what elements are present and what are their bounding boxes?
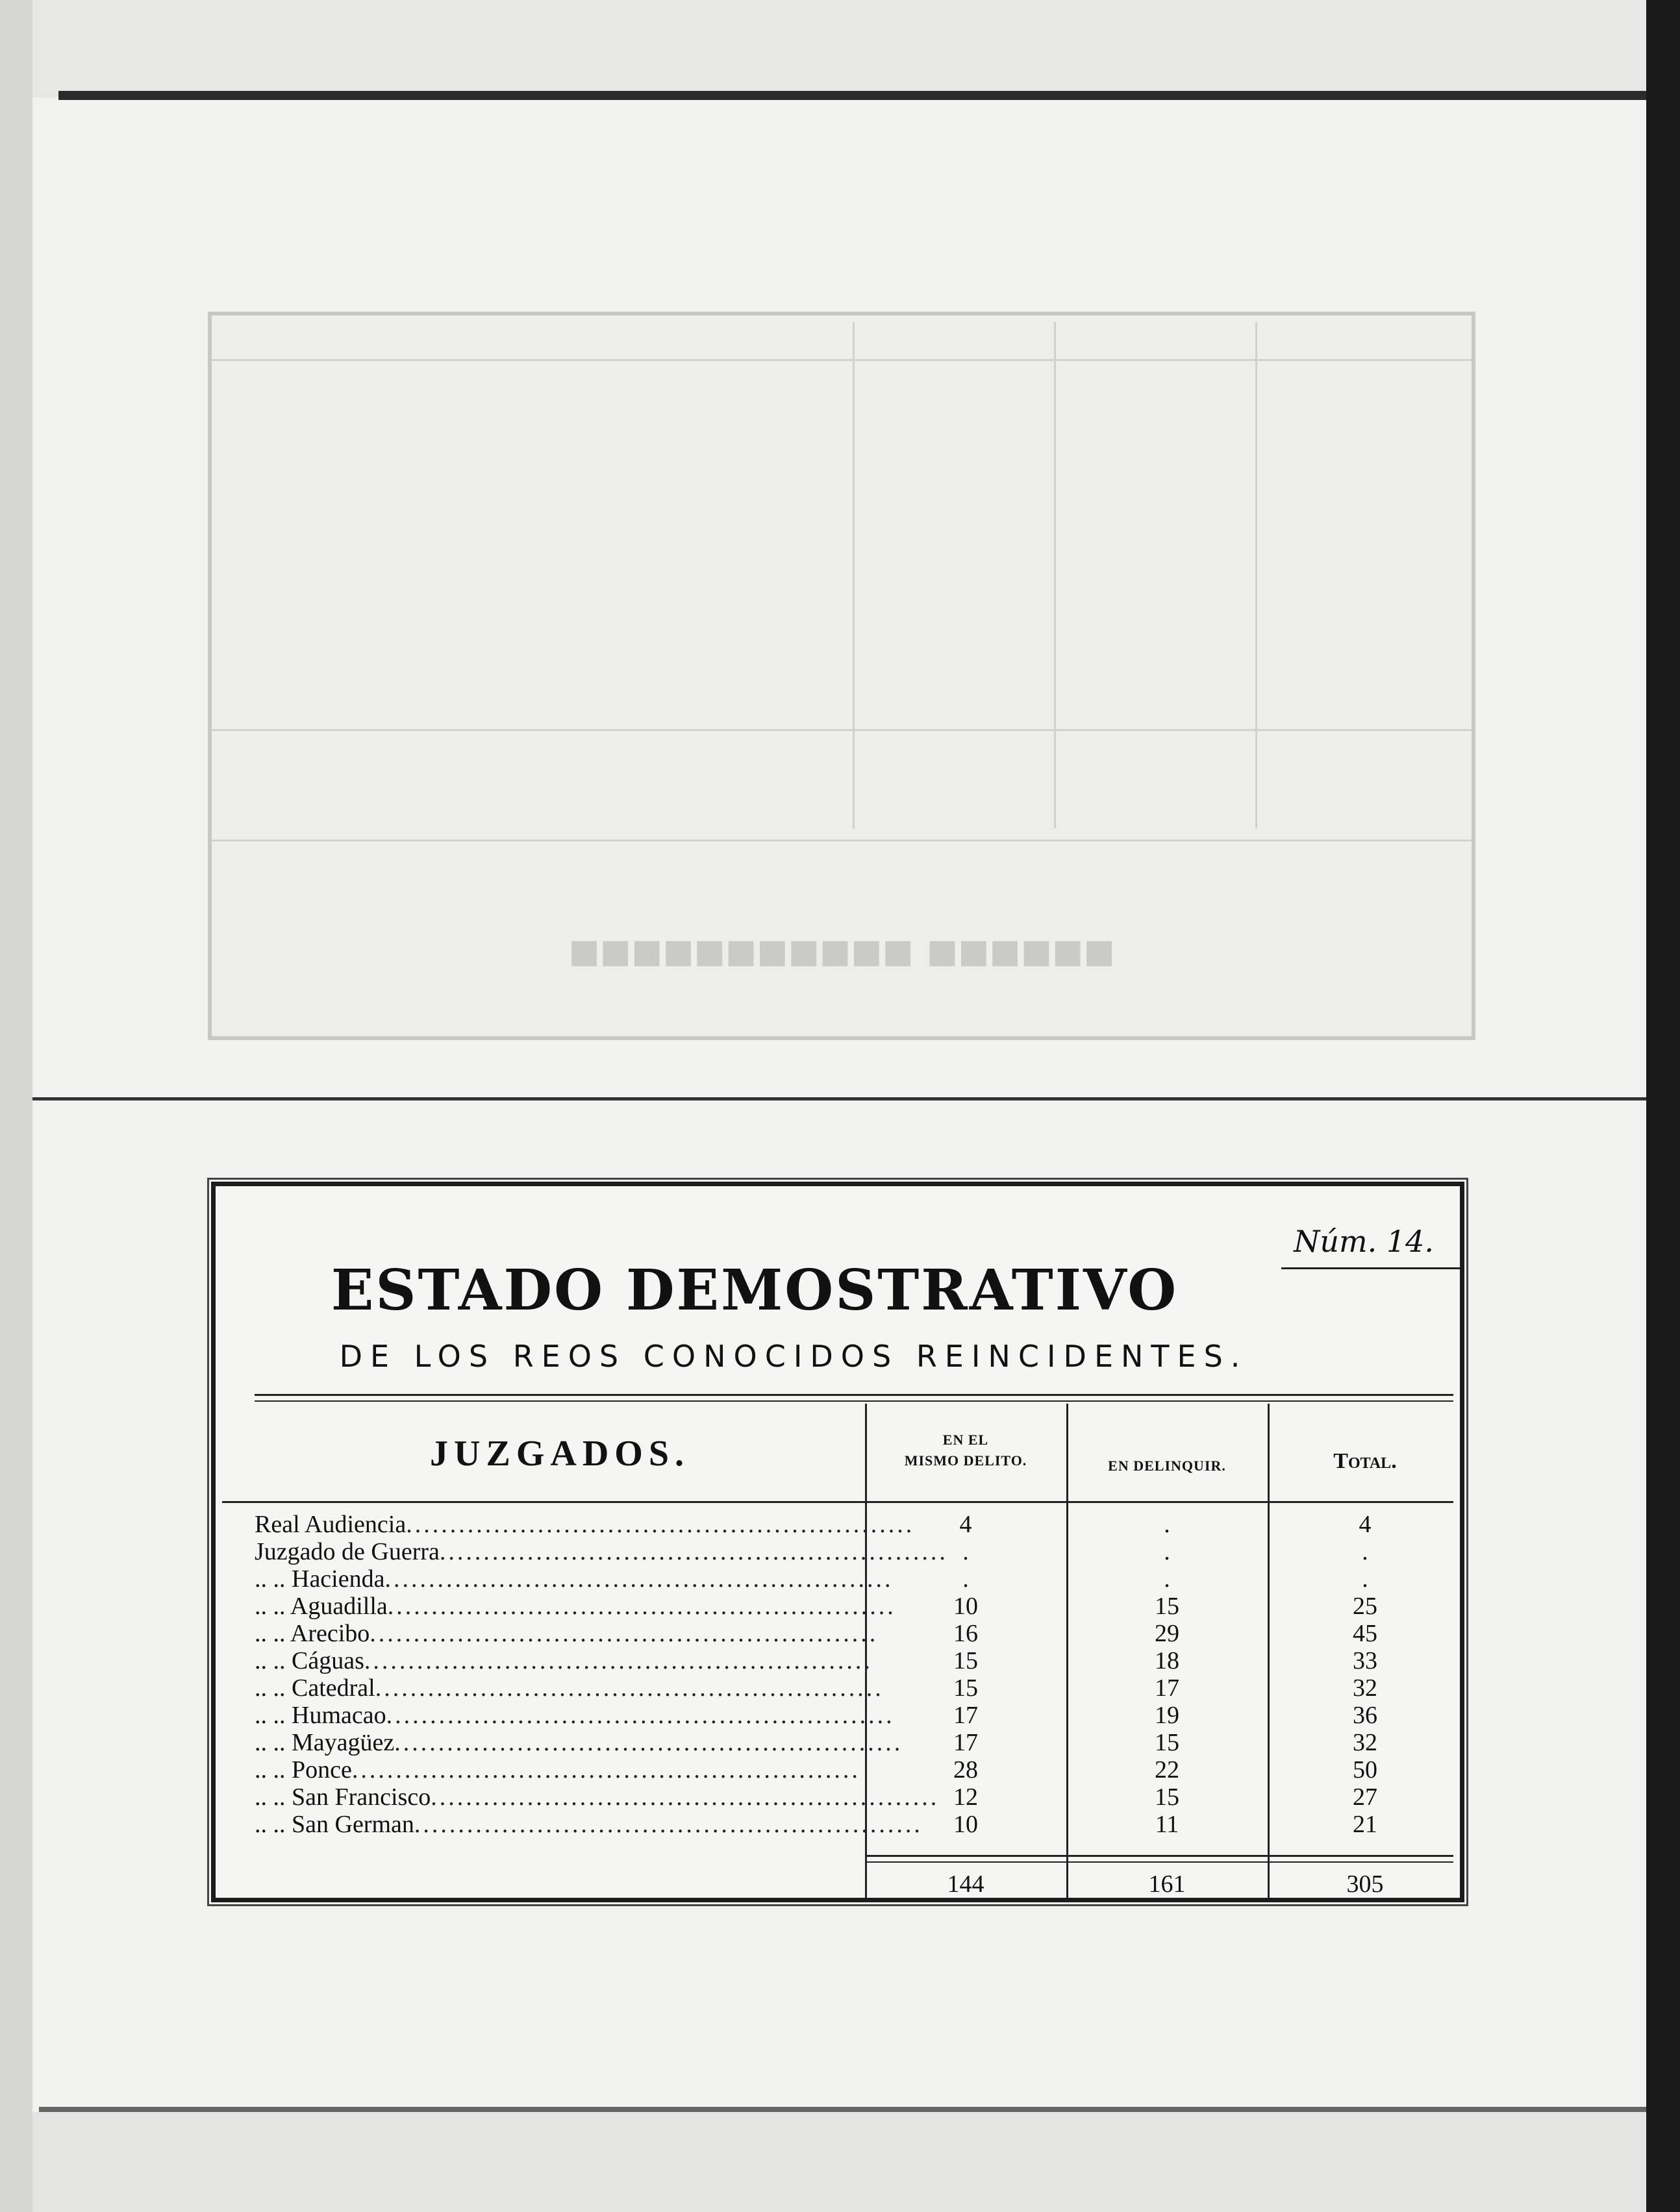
court-name: Arecibo [290,1620,370,1647]
header-rule-top [255,1394,1453,1396]
cell-en-delinquir: . [1164,1538,1170,1565]
court-name: Hacienda [292,1565,385,1593]
row-label: .. .. Catedral.......................................................... [255,1674,884,1702]
header-body-rule [222,1501,1453,1503]
scan-edge-right [1646,0,1680,2212]
scan-bottom-margin [32,2112,1646,2212]
row-label: .. .. San German.......................................................... [255,1811,923,1838]
cell-mismo-delito: . [962,1565,969,1593]
cell-total: 4 [1359,1511,1372,1538]
cell-total: . [1362,1565,1368,1593]
cell-en-delinquir: 11 [1155,1811,1179,1838]
table-body [216,1511,1456,1838]
column-header-total: Total. [1333,1449,1397,1473]
cell-mismo-delito: 10 [953,1593,978,1620]
column-header-mismo-delito [865,1430,1066,1471]
bleed-through-table [208,312,1475,1040]
court-name: Juzgado de Guerra [255,1538,440,1565]
cell-mismo-delito: 15 [953,1647,978,1674]
total-en-delinquir: 161 [1148,1870,1186,1898]
cell-mismo-delito: 28 [953,1756,978,1783]
total-mismo-delito: 144 [947,1870,984,1898]
row-label: .. .. Ponce.......................................................... [255,1756,860,1783]
page-title: ESTADO DEMOSTRATIVO [331,1258,1179,1323]
cell-en-delinquir: 15 [1155,1593,1179,1620]
table-row [216,1647,1456,1674]
cell-total: 27 [1353,1783,1377,1811]
totals-row [216,1868,1456,1900]
cell-total: 36 [1353,1702,1377,1729]
page-subtitle: DE LOS REOS CONOCIDOS REINCIDENTES. [339,1339,1248,1374]
cell-en-delinquir: . [1164,1511,1170,1538]
scan-edge-left [0,0,32,2212]
cell-mismo-delito: 16 [953,1620,978,1647]
column-header-mismo-delito-text: EN EL MISMO DELITO. [904,1432,1027,1469]
row-label: .. .. San Francisco.......................................................... [255,1783,940,1811]
table-row [216,1756,1456,1783]
number-underline [1281,1267,1460,1269]
table-row [216,1593,1456,1620]
cell-en-delinquir: 17 [1155,1674,1179,1702]
table-row [216,1783,1456,1811]
cell-total: 45 [1353,1620,1377,1647]
cell-mismo-delito: . [962,1538,969,1565]
totals-rule-top [865,1855,1453,1857]
table-row [216,1538,1456,1565]
cell-mismo-delito: 17 [953,1702,978,1729]
cell-total: 50 [1353,1756,1377,1783]
row-label: Juzgado de Guerra.......................................................... [255,1538,948,1565]
court-name: Real Audiencia [255,1511,407,1538]
table-row [216,1811,1456,1838]
top-page-rule [58,91,1646,100]
cell-total: . [1362,1538,1368,1565]
table-row [216,1620,1456,1647]
row-label: .. .. Cáguas.......................................................... [255,1647,873,1674]
bleed-through-title: ■■■■■■ ■■■■■■■■■■■ [568,926,1115,984]
bottom-page-rule [39,2107,1646,2112]
court-name: Mayagüez [292,1729,395,1756]
cell-total: 33 [1353,1647,1377,1674]
table-row [216,1511,1456,1538]
column-header-en-delinquir: EN DELINQUIR. [1108,1458,1226,1474]
cell-total: 32 [1353,1729,1377,1756]
court-name: Ponce [292,1756,352,1783]
cell-mismo-delito: 17 [953,1729,978,1756]
table-row [216,1674,1456,1702]
cell-en-delinquir: 15 [1155,1729,1179,1756]
row-label: .. .. Humacao.......................................................... [255,1702,895,1729]
cell-total: 32 [1353,1674,1377,1702]
court-name: Catedral [292,1674,375,1702]
row-label: .. .. Mayagüez.......................................................... [255,1729,903,1756]
cell-en-delinquir: 22 [1155,1756,1179,1783]
court-name: San Francisco [292,1783,431,1811]
row-label: Real Audiencia.......................................................... [255,1511,915,1538]
cell-mismo-delito: 15 [953,1674,978,1702]
totals-rule-bottom [865,1861,1453,1863]
header-rule-bottom [255,1400,1453,1402]
table-row [216,1729,1456,1756]
row-label: .. .. Arecibo.......................................................... [255,1620,879,1647]
cell-total: 21 [1353,1811,1377,1838]
table-row [216,1702,1456,1729]
table-row [216,1565,1456,1593]
total-grand: 305 [1346,1870,1384,1898]
cell-en-delinquir: 18 [1155,1647,1179,1674]
court-name: Humacao [292,1702,386,1729]
cell-total: 25 [1353,1593,1377,1620]
estado-table-card [211,1182,1464,1902]
cell-mismo-delito: 10 [953,1811,978,1838]
cell-en-delinquir: . [1164,1565,1170,1593]
row-label: .. .. Hacienda.......................................................... [255,1565,894,1593]
court-name: Cáguas [292,1647,364,1674]
column-header-juzgados: JUZGADOS. [430,1434,690,1474]
cell-mismo-delito: 4 [959,1511,972,1538]
cell-mismo-delito: 12 [953,1783,978,1811]
cell-en-delinquir: 29 [1155,1620,1179,1647]
court-name: Aguadilla [290,1593,388,1620]
table-number-label: Núm. 14. [1294,1224,1434,1259]
scan-top-margin [32,0,1646,97]
court-name: San German [292,1811,414,1838]
page-fold-rule [32,1097,1646,1100]
row-label: .. .. Aguadilla.......................................................... [255,1593,896,1620]
cell-en-delinquir: 19 [1155,1702,1179,1729]
cell-en-delinquir: 15 [1155,1783,1179,1811]
